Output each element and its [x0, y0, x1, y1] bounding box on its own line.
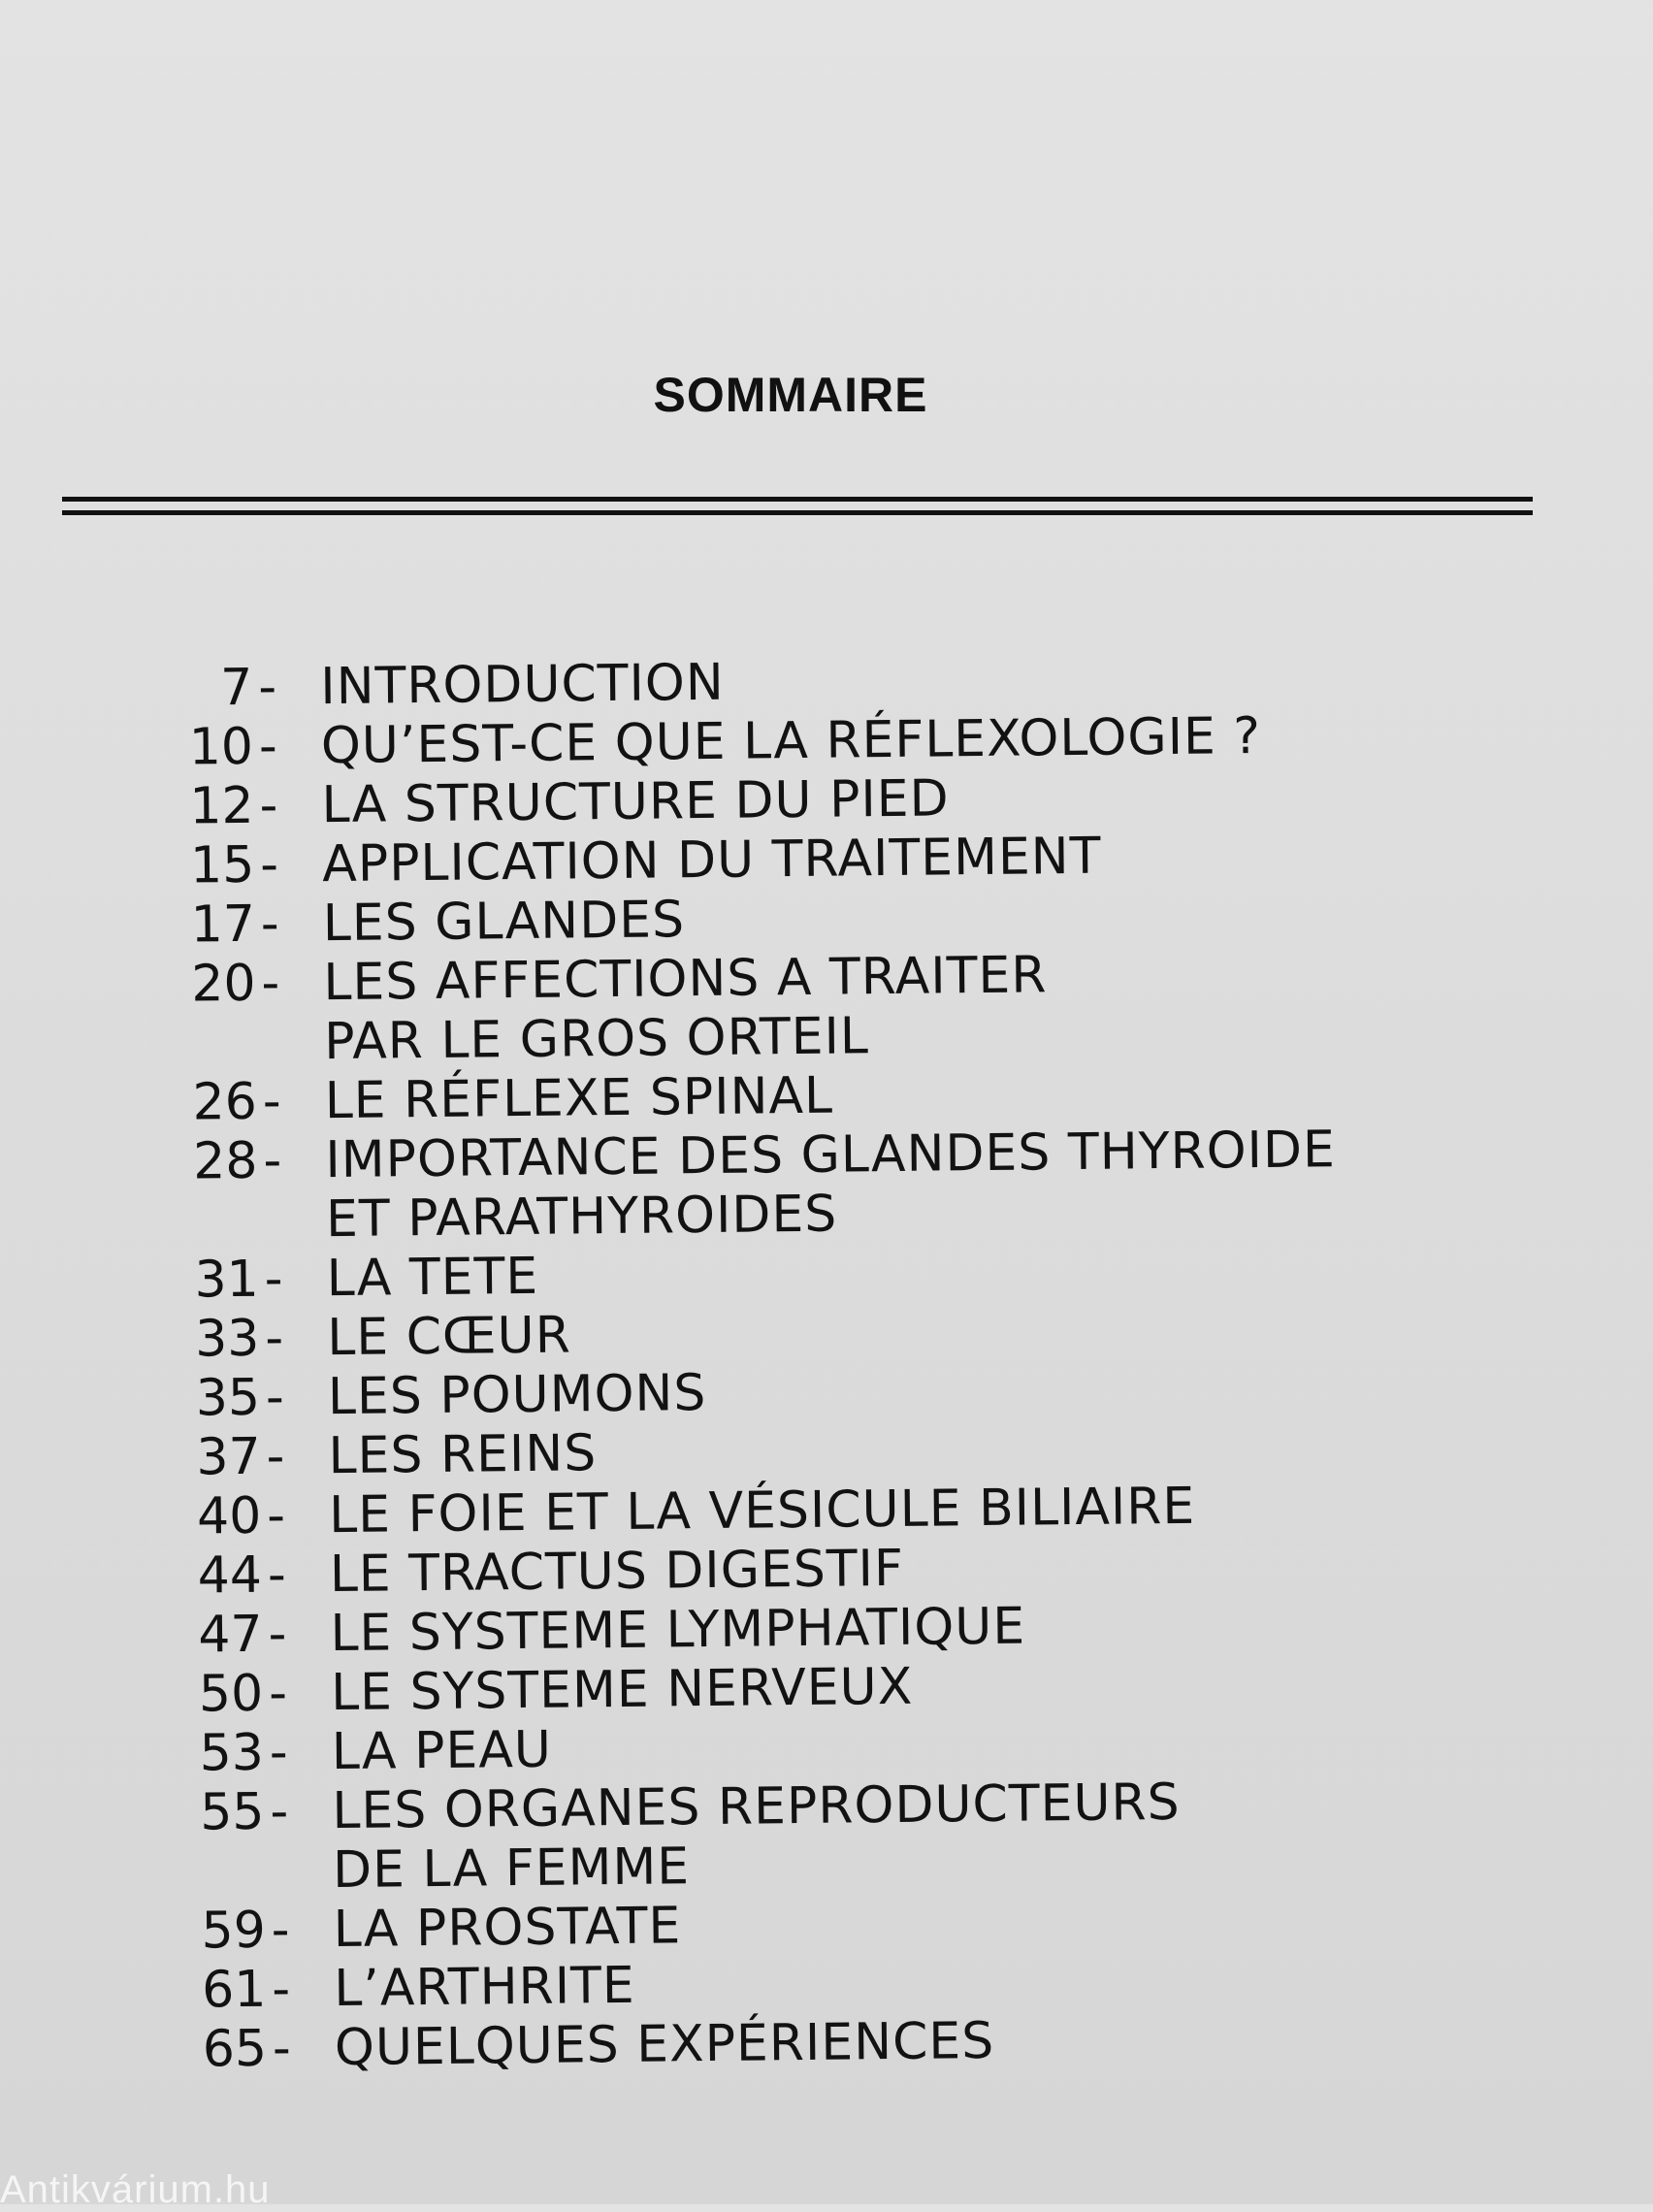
toc-entry-line: LA PEAU	[331, 1720, 553, 1782]
toc-entry-line: IMPORTANCE DES GLANDES THYROIDE	[325, 1121, 1337, 1190]
toc-entry-line: LE RÉFLEXE SPINAL	[324, 1066, 834, 1131]
toc-separator: -	[262, 1072, 282, 1131]
toc-page-number: 7	[219, 658, 253, 718]
toc-entry-line: L’ARTHRITE	[334, 1956, 636, 2019]
toc-separator: -	[265, 1368, 286, 1427]
toc-entry-label	[332, 1770, 1516, 1901]
toc-page-number: 55	[199, 1782, 265, 1842]
toc-page-number: 53	[199, 1723, 265, 1783]
toc-separator: -	[259, 776, 279, 835]
toc-separator: -	[268, 1605, 288, 1664]
toc-separator: -	[266, 1427, 286, 1486]
title-rule-bottom	[62, 510, 1533, 515]
toc-entry-line: QUELQUES EXPÉRIENCES	[334, 2011, 995, 2078]
toc-separator: -	[270, 1782, 290, 1841]
toc-entry	[150, 1119, 1509, 1252]
toc-entry-label	[323, 941, 1507, 1072]
toc-separator: -	[259, 835, 280, 895]
toc-separator: -	[267, 1545, 287, 1605]
toc-separator: -	[272, 2019, 293, 2078]
toc-separator: -	[269, 1723, 289, 1782]
toc-separator: -	[271, 1901, 291, 1960]
toc-page-number: 15	[189, 835, 255, 895]
toc-page-number: 20	[191, 954, 256, 1014]
toc-entry	[148, 941, 1507, 1074]
toc-separator: -	[266, 1486, 287, 1545]
toc-page-number: 31	[194, 1250, 260, 1310]
toc-entry-line: LES REINS	[328, 1424, 598, 1486]
toc-page-number: 33	[194, 1309, 260, 1369]
toc-entry-line: ET PARATHYROIDES	[325, 1185, 838, 1250]
toc-entry-line: QU’EST-CE QUE LA RÉFLEXOLOGIE ?	[320, 706, 1262, 776]
toc-entry-label	[335, 2006, 1519, 2078]
toc-entry	[157, 1770, 1516, 1903]
toc-entry-line: LE TRACTUS DIGESTIF	[329, 1539, 905, 1605]
toc-entry-line: LE CŒUR	[327, 1306, 572, 1368]
toc-entry-line: LE FOIE ET LA VÉSICULE BILIAIRE	[328, 1477, 1196, 1545]
toc-entry-line: INTRODUCTION	[319, 653, 726, 717]
toc-page-number: 65	[202, 2019, 268, 2079]
toc-separator: -	[260, 895, 280, 954]
toc-separator: -	[268, 1664, 289, 1723]
toc-page-number: 12	[189, 776, 254, 836]
toc-page-number: 44	[197, 1545, 263, 1606]
toc-page-number: 37	[196, 1427, 261, 1487]
toc-entry-line: LE SYSTEME LYMPHATIQUE	[330, 1597, 1026, 1664]
toc-separator: -	[263, 1131, 283, 1190]
toc-entry-line: LE SYSTEME NERVEUX	[330, 1657, 914, 1723]
toc-page-number: 28	[192, 1131, 258, 1191]
toc-page-number: 10	[188, 717, 254, 777]
page-title: SOMMAIRE	[653, 368, 928, 422]
toc-page-number: 50	[198, 1664, 264, 1724]
title-rule-top	[62, 497, 1533, 502]
toc-separator: -	[272, 1960, 292, 2019]
toc-entry-line: LES AFFECTIONS A TRAITER	[323, 946, 1048, 1013]
toc-entry-line: PAR LE GROS ORTEIL	[323, 1007, 870, 1072]
toc-separator: -	[261, 954, 281, 1013]
toc-entry-label	[325, 1119, 1509, 1250]
toc-page-number: 61	[201, 1960, 267, 2020]
toc-entry-line: LES GLANDES	[322, 891, 686, 954]
toc-entry-line: APPLICATION DU TRAITEMENT	[321, 827, 1102, 895]
toc-page-number: 47	[198, 1605, 263, 1665]
toc-separator: -	[258, 717, 279, 776]
toc-page-number: 59	[201, 1901, 267, 1961]
toc-separator: -	[257, 658, 278, 717]
toc-page-number: 17	[190, 895, 256, 955]
toc-entry-line: LA STRUCTURE DU PIED	[321, 769, 950, 835]
toc-entry-line: LES POUMONS	[327, 1363, 707, 1427]
table-of-contents	[146, 645, 1518, 2080]
toc-entry-line: LES ORGANES REPRODUCTEURS	[332, 1773, 1181, 1841]
toc-entry-line: LA TETE	[326, 1247, 539, 1309]
toc-entry-line: DE LA FEMME	[332, 1838, 691, 1901]
toc-entry-line: LA PROSTATE	[333, 1897, 682, 1960]
toc-page-number: 40	[196, 1486, 262, 1546]
toc-separator: -	[264, 1250, 284, 1309]
toc-page-number: 35	[195, 1368, 261, 1428]
toc-page-number: 26	[192, 1072, 258, 1132]
watermark-text: Antikvárium.hu	[0, 2168, 271, 2211]
toc-separator: -	[265, 1309, 285, 1368]
